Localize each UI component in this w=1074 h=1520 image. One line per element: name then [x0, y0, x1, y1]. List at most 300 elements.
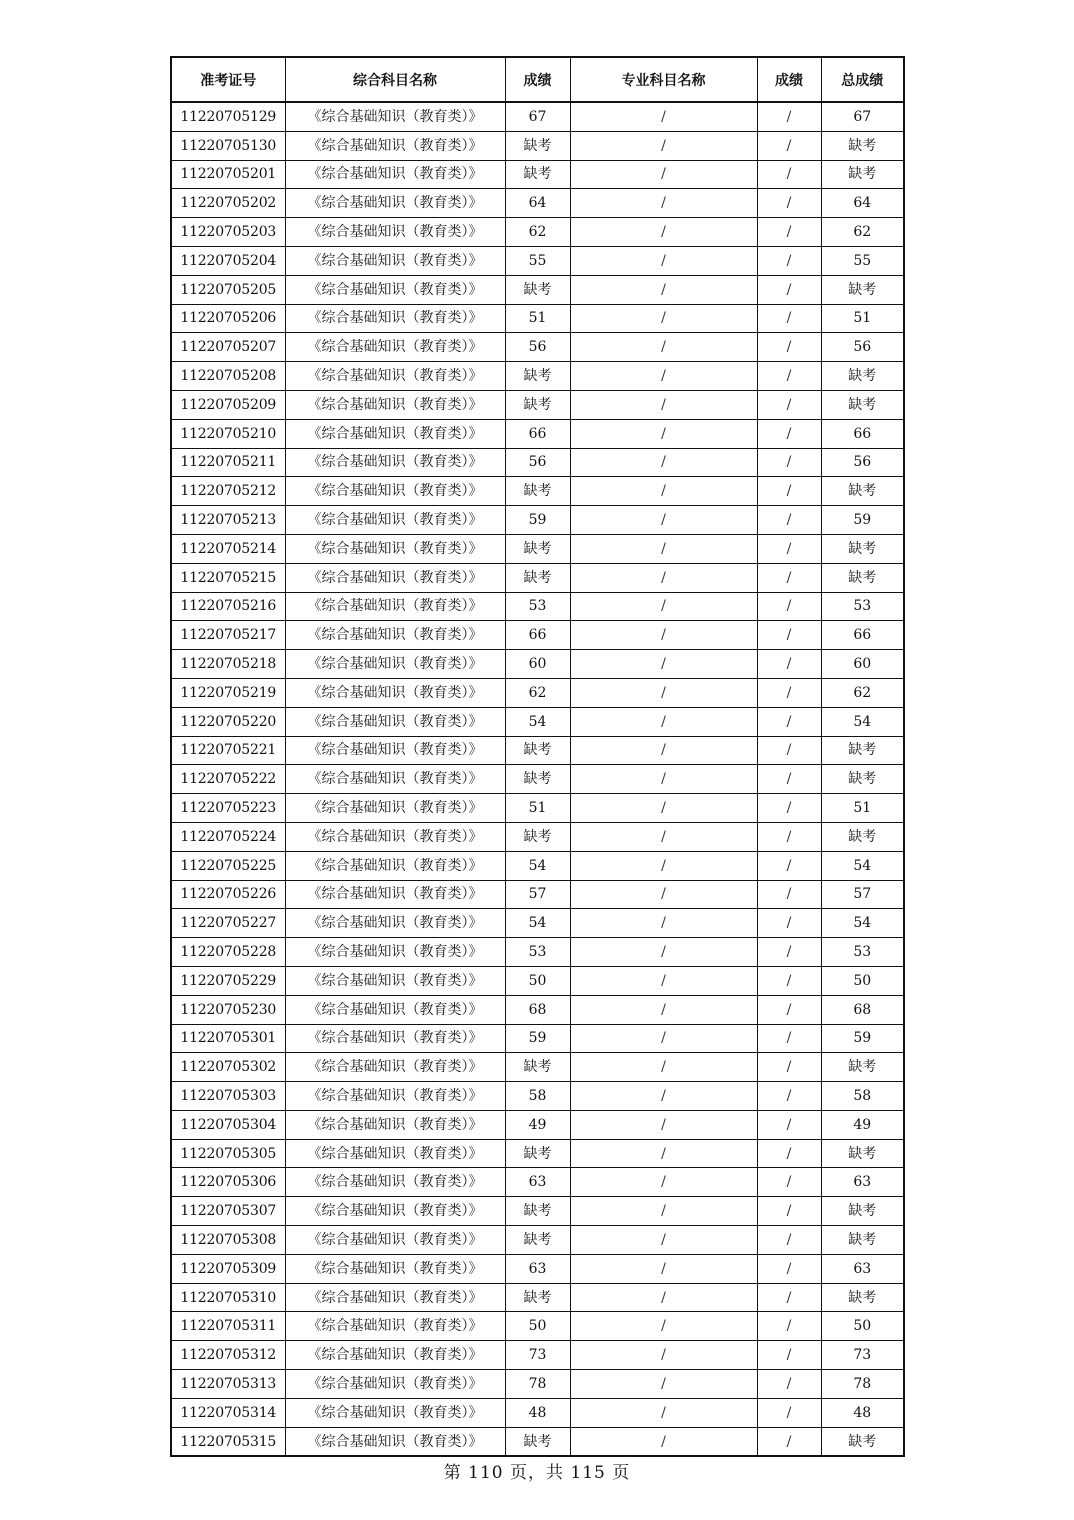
cell-general-score: 62	[505, 678, 570, 707]
table-row	[171, 1168, 904, 1197]
cell-major-score: /	[757, 794, 821, 823]
cell-major-score: /	[757, 131, 821, 160]
cell-total-score: 68	[821, 995, 904, 1024]
cell-major-subject: /	[570, 592, 757, 621]
cell-general-subject: 《综合基础知识（教育类）》	[285, 707, 505, 736]
cell-general-score: 48	[505, 1398, 570, 1427]
cell-major-score: /	[757, 1398, 821, 1427]
cell-major-subject: /	[570, 1370, 757, 1399]
cell-total-score: 缺考	[821, 275, 904, 304]
page-footer: 第 110 页，共 115 页	[443, 1463, 631, 1483]
cell-major-subject: /	[570, 794, 757, 823]
cell-major-score: /	[757, 218, 821, 247]
cell-exam-id: 11220705229	[171, 966, 285, 995]
table-row	[171, 1197, 904, 1226]
cell-exam-id: 11220705213	[171, 506, 285, 535]
cell-major-subject: /	[570, 1053, 757, 1082]
cell-general-subject: 《综合基础知识（教育类）》	[285, 736, 505, 765]
cell-total-score: 51	[821, 794, 904, 823]
table-row	[171, 1312, 904, 1341]
cell-total-score: 54	[821, 707, 904, 736]
cell-general-score: 缺考	[505, 477, 570, 506]
cell-general-score: 57	[505, 880, 570, 909]
cell-exam-id: 11220705314	[171, 1398, 285, 1427]
cell-major-score: /	[757, 736, 821, 765]
cell-total-score: 66	[821, 419, 904, 448]
cell-major-score: /	[757, 333, 821, 362]
cell-exam-id: 11220705230	[171, 995, 285, 1024]
cell-major-subject: /	[570, 189, 757, 218]
cell-total-score: 73	[821, 1341, 904, 1370]
cell-exam-id: 11220705129	[171, 102, 285, 131]
cell-general-score: 73	[505, 1341, 570, 1370]
cell-general-subject: 《综合基础知识（教育类）》	[285, 506, 505, 535]
cell-exam-id: 11220705211	[171, 448, 285, 477]
cell-total-score: 54	[821, 909, 904, 938]
cell-general-score: 56	[505, 448, 570, 477]
cell-general-score: 54	[505, 909, 570, 938]
cell-general-subject: 《综合基础知识（教育类）》	[285, 1283, 505, 1312]
cell-total-score: 缺考	[821, 160, 904, 189]
cell-total-score: 缺考	[821, 1283, 904, 1312]
header-row	[171, 57, 904, 102]
cell-exam-id: 11220705302	[171, 1053, 285, 1082]
cell-general-score: 缺考	[505, 362, 570, 391]
table-row	[171, 822, 904, 851]
cell-total-score: 缺考	[821, 765, 904, 794]
cell-major-subject: /	[570, 534, 757, 563]
cell-general-subject: 《综合基础知识（教育类）》	[285, 477, 505, 506]
cell-general-score: 缺考	[505, 275, 570, 304]
cell-major-score: /	[757, 506, 821, 535]
table-row	[171, 678, 904, 707]
cell-exam-id: 11220705224	[171, 822, 285, 851]
cell-major-score: /	[757, 909, 821, 938]
cell-total-score: 56	[821, 333, 904, 362]
cell-major-subject: /	[570, 995, 757, 1024]
table-row	[171, 189, 904, 218]
cell-general-score: 58	[505, 1082, 570, 1111]
table-row	[171, 1053, 904, 1082]
table-row	[171, 880, 904, 909]
cell-total-score: 缺考	[821, 390, 904, 419]
cell-exam-id: 11220705228	[171, 938, 285, 967]
cell-exam-id: 11220705207	[171, 333, 285, 362]
table-row	[171, 1254, 904, 1283]
table-row	[171, 592, 904, 621]
cell-major-score: /	[757, 275, 821, 304]
cell-general-subject: 《综合基础知识（教育类）》	[285, 822, 505, 851]
cell-major-subject: /	[570, 1226, 757, 1255]
cell-general-score: 缺考	[505, 822, 570, 851]
cell-general-score: 53	[505, 938, 570, 967]
cell-major-subject: /	[570, 362, 757, 391]
cell-exam-id: 11220705203	[171, 218, 285, 247]
cell-total-score: 78	[821, 1370, 904, 1399]
cell-general-score: 缺考	[505, 1197, 570, 1226]
cell-major-score: /	[757, 880, 821, 909]
cell-major-score: /	[757, 304, 821, 333]
cell-general-score: 66	[505, 621, 570, 650]
header-major-score: 成绩	[757, 57, 821, 102]
cell-major-subject: /	[570, 131, 757, 160]
cell-major-score: /	[757, 390, 821, 419]
cell-general-subject: 《综合基础知识（教育类）》	[285, 362, 505, 391]
cell-general-subject: 《综合基础知识（教育类）》	[285, 246, 505, 275]
header-total-score: 总成绩	[821, 57, 904, 102]
cell-total-score: 缺考	[821, 563, 904, 592]
cell-exam-id: 11220705210	[171, 419, 285, 448]
cell-major-subject: /	[570, 707, 757, 736]
cell-general-score: 54	[505, 851, 570, 880]
cell-general-subject: 《综合基础知识（教育类）》	[285, 938, 505, 967]
cell-total-score: 51	[821, 304, 904, 333]
cell-general-subject: 《综合基础知识（教育类）》	[285, 880, 505, 909]
table-body	[171, 102, 904, 1456]
cell-major-subject: /	[570, 966, 757, 995]
cell-general-score: 62	[505, 218, 570, 247]
cell-general-score: 60	[505, 650, 570, 679]
cell-general-score: 缺考	[505, 160, 570, 189]
cell-total-score: 58	[821, 1082, 904, 1111]
cell-major-score: /	[757, 621, 821, 650]
cell-exam-id: 11220705216	[171, 592, 285, 621]
cell-exam-id: 11220705307	[171, 1197, 285, 1226]
cell-total-score: 53	[821, 938, 904, 967]
cell-major-score: /	[757, 1139, 821, 1168]
table-row	[171, 1370, 904, 1399]
cell-major-subject: /	[570, 880, 757, 909]
cell-general-score: 59	[505, 506, 570, 535]
cell-general-subject: 《综合基础知识（教育类）》	[285, 678, 505, 707]
cell-exam-id: 11220705218	[171, 650, 285, 679]
cell-general-score: 56	[505, 333, 570, 362]
cell-general-score: 缺考	[505, 736, 570, 765]
cell-general-subject: 《综合基础知识（教育类）》	[285, 1139, 505, 1168]
cell-major-score: /	[757, 246, 821, 275]
cell-general-subject: 《综合基础知识（教育类）》	[285, 189, 505, 218]
cell-general-subject: 《综合基础知识（教育类）》	[285, 275, 505, 304]
cell-major-subject: /	[570, 851, 757, 880]
table-row	[171, 1283, 904, 1312]
cell-major-score: /	[757, 102, 821, 131]
cell-general-subject: 《综合基础知识（教育类）》	[285, 650, 505, 679]
header-exam-id: 准考证号	[171, 57, 285, 102]
cell-general-score: 缺考	[505, 1427, 570, 1456]
cell-general-score: 51	[505, 304, 570, 333]
cell-general-subject: 《综合基础知识（教育类）》	[285, 333, 505, 362]
header-general-score: 成绩	[505, 57, 570, 102]
cell-major-subject: /	[570, 1168, 757, 1197]
table-row	[171, 275, 904, 304]
cell-total-score: 53	[821, 592, 904, 621]
cell-exam-id: 11220705305	[171, 1139, 285, 1168]
table-row	[171, 794, 904, 823]
cell-exam-id: 11220705206	[171, 304, 285, 333]
cell-exam-id: 11220705304	[171, 1110, 285, 1139]
cell-major-subject: /	[570, 477, 757, 506]
table-row	[171, 1427, 904, 1456]
cell-major-subject: /	[570, 1197, 757, 1226]
cell-general-subject: 《综合基础知识（教育类）》	[285, 1197, 505, 1226]
table-row	[171, 765, 904, 794]
cell-major-score: /	[757, 1370, 821, 1399]
table-row	[171, 390, 904, 419]
cell-general-score: 51	[505, 794, 570, 823]
cell-major-subject: /	[570, 822, 757, 851]
table-row	[171, 736, 904, 765]
cell-general-subject: 《综合基础知识（教育类）》	[285, 1254, 505, 1283]
cell-major-score: /	[757, 362, 821, 391]
cell-total-score: 67	[821, 102, 904, 131]
cell-general-subject: 《综合基础知识（教育类）》	[285, 131, 505, 160]
cell-general-score: 63	[505, 1254, 570, 1283]
cell-major-subject: /	[570, 563, 757, 592]
cell-major-score: /	[757, 995, 821, 1024]
cell-exam-id: 11220705306	[171, 1168, 285, 1197]
cell-general-subject: 《综合基础知识（教育类）》	[285, 1226, 505, 1255]
cell-major-subject: /	[570, 1427, 757, 1456]
table-row	[171, 477, 904, 506]
table-row	[171, 1398, 904, 1427]
table-row	[171, 966, 904, 995]
cell-major-score: /	[757, 822, 821, 851]
cell-general-subject: 《综合基础知识（教育类）》	[285, 1427, 505, 1456]
header-general-subject: 综合科目名称	[285, 57, 505, 102]
table-row	[171, 333, 904, 362]
cell-total-score: 缺考	[821, 1139, 904, 1168]
cell-exam-id: 11220705222	[171, 765, 285, 794]
cell-major-subject: /	[570, 275, 757, 304]
cell-exam-id: 11220705225	[171, 851, 285, 880]
cell-exam-id: 11220705202	[171, 189, 285, 218]
table-row	[171, 909, 904, 938]
cell-total-score: 60	[821, 650, 904, 679]
cell-general-score: 53	[505, 592, 570, 621]
cell-major-subject: /	[570, 390, 757, 419]
cell-general-score: 缺考	[505, 563, 570, 592]
table-row	[171, 246, 904, 275]
cell-exam-id: 11220705217	[171, 621, 285, 650]
cell-general-score: 66	[505, 419, 570, 448]
cell-general-subject: 《综合基础知识（教育类）》	[285, 592, 505, 621]
header-major-subject: 专业科目名称	[570, 57, 757, 102]
cell-general-score: 50	[505, 966, 570, 995]
cell-general-score: 68	[505, 995, 570, 1024]
table-row	[171, 419, 904, 448]
cell-major-score: /	[757, 1110, 821, 1139]
cell-total-score: 62	[821, 218, 904, 247]
cell-total-score: 62	[821, 678, 904, 707]
cell-exam-id: 11220705312	[171, 1341, 285, 1370]
cell-general-subject: 《综合基础知识（教育类）》	[285, 563, 505, 592]
table-row	[171, 1110, 904, 1139]
cell-major-subject: /	[570, 1139, 757, 1168]
cell-general-score: 55	[505, 246, 570, 275]
table-row	[171, 1024, 904, 1053]
cell-general-score: 缺考	[505, 1053, 570, 1082]
cell-major-subject: /	[570, 102, 757, 131]
table-row	[171, 160, 904, 189]
cell-total-score: 缺考	[821, 131, 904, 160]
table-row	[171, 707, 904, 736]
cell-general-score: 缺考	[505, 534, 570, 563]
cell-general-subject: 《综合基础知识（教育类）》	[285, 995, 505, 1024]
cell-major-subject: /	[570, 448, 757, 477]
cell-major-subject: /	[570, 1254, 757, 1283]
cell-major-score: /	[757, 1168, 821, 1197]
cell-major-subject: /	[570, 246, 757, 275]
cell-general-subject: 《综合基础知识（教育类）》	[285, 534, 505, 563]
cell-total-score: 66	[821, 621, 904, 650]
cell-exam-id: 11220705226	[171, 880, 285, 909]
cell-exam-id: 11220705215	[171, 563, 285, 592]
cell-general-subject: 《综合基础知识（教育类）》	[285, 160, 505, 189]
cell-general-subject: 《综合基础知识（教育类）》	[285, 1110, 505, 1139]
cell-major-subject: /	[570, 938, 757, 967]
table-row	[171, 995, 904, 1024]
table-row	[171, 102, 904, 131]
cell-major-subject: /	[570, 506, 757, 535]
cell-exam-id: 11220705303	[171, 1082, 285, 1111]
cell-total-score: 49	[821, 1110, 904, 1139]
cell-exam-id: 11220705205	[171, 275, 285, 304]
cell-exam-id: 11220705208	[171, 362, 285, 391]
cell-exam-id: 11220705130	[171, 131, 285, 160]
cell-major-score: /	[757, 1024, 821, 1053]
cell-major-score: /	[757, 419, 821, 448]
cell-total-score: 缺考	[821, 362, 904, 391]
table-row	[171, 218, 904, 247]
cell-major-subject: /	[570, 160, 757, 189]
cell-major-score: /	[757, 448, 821, 477]
cell-major-subject: /	[570, 419, 757, 448]
cell-total-score: 59	[821, 506, 904, 535]
table-header	[171, 57, 904, 102]
cell-general-subject: 《综合基础知识（教育类）》	[285, 966, 505, 995]
cell-total-score: 缺考	[821, 534, 904, 563]
cell-general-score: 54	[505, 707, 570, 736]
cell-major-score: /	[757, 592, 821, 621]
cell-general-score: 缺考	[505, 131, 570, 160]
cell-general-score: 67	[505, 102, 570, 131]
cell-total-score: 64	[821, 189, 904, 218]
cell-major-subject: /	[570, 1312, 757, 1341]
cell-major-subject: /	[570, 909, 757, 938]
table-row	[171, 506, 904, 535]
cell-general-subject: 《综合基础知识（教育类）》	[285, 1053, 505, 1082]
cell-general-subject: 《综合基础知识（教育类）》	[285, 1370, 505, 1399]
cell-general-score: 78	[505, 1370, 570, 1399]
cell-major-subject: /	[570, 333, 757, 362]
cell-general-score: 50	[505, 1312, 570, 1341]
cell-general-subject: 《综合基础知识（教育类）》	[285, 102, 505, 131]
cell-major-score: /	[757, 189, 821, 218]
cell-general-subject: 《综合基础知识（教育类）》	[285, 390, 505, 419]
cell-total-score: 缺考	[821, 822, 904, 851]
cell-major-subject: /	[570, 765, 757, 794]
cell-major-score: /	[757, 1341, 821, 1370]
cell-major-subject: /	[570, 1110, 757, 1139]
table-row	[171, 621, 904, 650]
cell-general-subject: 《综合基础知识（教育类）》	[285, 909, 505, 938]
cell-major-score: /	[757, 563, 821, 592]
cell-total-score: 59	[821, 1024, 904, 1053]
cell-general-subject: 《综合基础知识（教育类）》	[285, 304, 505, 333]
table-row	[171, 1082, 904, 1111]
cell-major-subject: /	[570, 1398, 757, 1427]
cell-major-score: /	[757, 160, 821, 189]
cell-total-score: 缺考	[821, 477, 904, 506]
cell-major-subject: /	[570, 1082, 757, 1111]
cell-general-score: 缺考	[505, 390, 570, 419]
cell-major-score: /	[757, 1197, 821, 1226]
cell-major-subject: /	[570, 218, 757, 247]
cell-exam-id: 11220705214	[171, 534, 285, 563]
cell-major-score: /	[757, 851, 821, 880]
cell-major-score: /	[757, 1082, 821, 1111]
cell-total-score: 56	[821, 448, 904, 477]
cell-total-score: 缺考	[821, 1226, 904, 1255]
cell-exam-id: 11220705310	[171, 1283, 285, 1312]
cell-general-subject: 《综合基础知识（教育类）》	[285, 1398, 505, 1427]
cell-total-score: 50	[821, 1312, 904, 1341]
cell-total-score: 54	[821, 851, 904, 880]
cell-general-score: 缺考	[505, 1283, 570, 1312]
cell-exam-id: 11220705201	[171, 160, 285, 189]
cell-major-score: /	[757, 1312, 821, 1341]
cell-major-score: /	[757, 966, 821, 995]
cell-general-subject: 《综合基础知识（教育类）》	[285, 1341, 505, 1370]
cell-major-subject: /	[570, 304, 757, 333]
cell-general-score: 缺考	[505, 1226, 570, 1255]
table-row	[171, 938, 904, 967]
table-row	[171, 362, 904, 391]
cell-exam-id: 11220705301	[171, 1024, 285, 1053]
cell-total-score: 缺考	[821, 736, 904, 765]
cell-exam-id: 11220705311	[171, 1312, 285, 1341]
cell-major-score: /	[757, 477, 821, 506]
cell-major-score: /	[757, 678, 821, 707]
table-row	[171, 131, 904, 160]
cell-major-score: /	[757, 938, 821, 967]
cell-general-subject: 《综合基础知识（教育类）》	[285, 448, 505, 477]
cell-exam-id: 11220705223	[171, 794, 285, 823]
cell-total-score: 63	[821, 1168, 904, 1197]
cell-major-score: /	[757, 1283, 821, 1312]
cell-general-score: 缺考	[505, 1139, 570, 1168]
cell-major-score: /	[757, 1427, 821, 1456]
table-row	[171, 851, 904, 880]
cell-general-subject: 《综合基础知识（教育类）》	[285, 794, 505, 823]
cell-total-score: 55	[821, 246, 904, 275]
score-table	[170, 56, 905, 1457]
cell-exam-id: 11220705212	[171, 477, 285, 506]
cell-major-subject: /	[570, 650, 757, 679]
cell-major-subject: /	[570, 1283, 757, 1312]
cell-general-score: 59	[505, 1024, 570, 1053]
cell-general-subject: 《综合基础知识（教育类）》	[285, 851, 505, 880]
cell-general-score: 63	[505, 1168, 570, 1197]
cell-major-subject: /	[570, 621, 757, 650]
cell-general-score: 49	[505, 1110, 570, 1139]
cell-general-subject: 《综合基础知识（教育类）》	[285, 1312, 505, 1341]
cell-major-score: /	[757, 1053, 821, 1082]
table-row	[171, 1341, 904, 1370]
cell-major-score: /	[757, 1254, 821, 1283]
cell-major-score: /	[757, 707, 821, 736]
cell-total-score: 缺考	[821, 1053, 904, 1082]
